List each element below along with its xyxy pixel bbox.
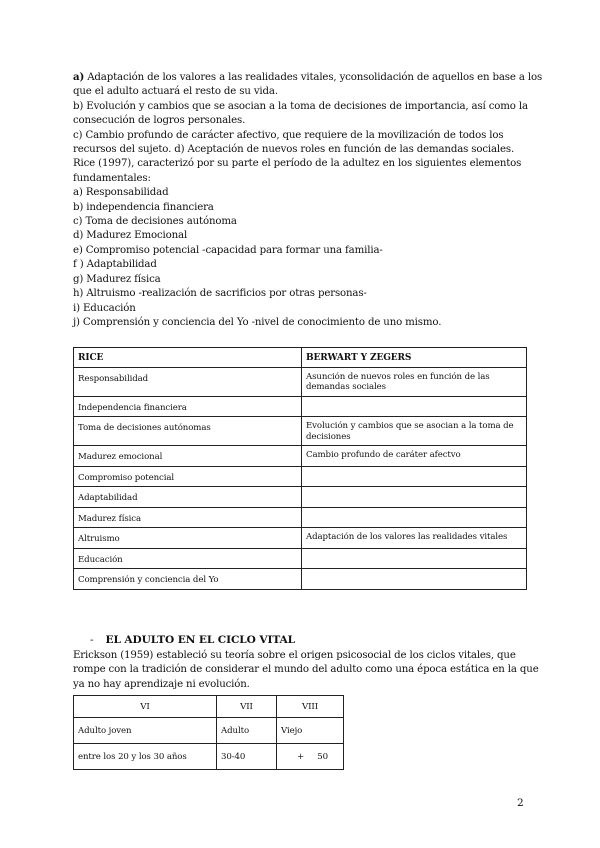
table-cell: Madurez emocional	[74, 446, 302, 467]
table-cell: Toma de decisiones autónomas	[74, 417, 302, 446]
table-cell: Adulto joven	[74, 718, 217, 744]
table-row	[74, 548, 527, 569]
section-title: EL ADULTO EN EL CICLO VITAL	[105, 634, 296, 646]
table-row	[74, 744, 344, 770]
intro-c-2: recursos del sujeto. d) Aceptación de nuevos roles en función de las demandas sociales.	[73, 144, 515, 156]
table-cell: Independencia financiera	[74, 396, 302, 417]
list-item: a) Responsabilidad	[73, 187, 169, 199]
table-cell: Viejo	[277, 718, 344, 744]
table-cell	[302, 548, 527, 569]
label-a: a)	[73, 71, 85, 83]
intro-rice-1: Rice (1997), caracterizó por su parte el período de la adultez en los siguientes elementos	[73, 158, 522, 170]
table-cell: Madurez física	[74, 507, 302, 528]
table-cell: Cambio profundo de caráter afectvo	[302, 446, 527, 467]
table-row	[74, 569, 527, 590]
table-cell: Asunción de nuevos roles en función de las demandas sociales	[302, 367, 527, 396]
header-vi: VI	[74, 696, 217, 718]
table-cell: 30-40	[217, 744, 277, 770]
header-viii: VIII	[277, 696, 344, 718]
list-item: i) Educación	[73, 302, 136, 314]
table-cell: Adaptabilidad	[74, 487, 302, 508]
table-cell: + 50	[277, 744, 344, 770]
table-header-row	[74, 348, 527, 368]
list-item: e) Compromiso potencial -capacidad para formar una familia-	[73, 244, 383, 256]
table-row	[74, 718, 344, 744]
list-item: g) Madurez física	[73, 273, 161, 285]
intro-b-1: b) Evolución y cambios que se asocian a la toma de decisiones de importancia, así como la	[73, 100, 528, 112]
section-paragraph	[73, 649, 539, 692]
table-row	[74, 466, 527, 487]
list-item: d) Madurez Emocional	[73, 230, 188, 242]
table-cell: Educación	[74, 548, 302, 569]
table-row	[74, 507, 527, 528]
table-header-row	[74, 696, 344, 718]
table-cell: Comprensión y conciencia del Yo	[74, 569, 302, 590]
list-item: h) Altruismo -realización de sacrificios por otras personas-	[73, 288, 367, 300]
table-row	[74, 417, 527, 446]
list-item: c) Toma de decisiones autónoma	[73, 216, 237, 228]
paragraph-line: ya no hay aprendizaje ni evolución.	[73, 678, 250, 690]
table-cell: Responsabilidad	[74, 367, 302, 396]
intro-a-text-2: que el adulto actuará el resto de su vida.	[73, 86, 278, 98]
bullet-dash: -	[90, 634, 94, 646]
paragraph-line: Erickson (1959) estableció su teoría sobre el origen psicosocial de los ciclos vitales, que	[73, 650, 516, 661]
intro-text	[73, 70, 543, 330]
intro-b-2: consecución de logros personales.	[73, 115, 246, 127]
intro-c-1: c) Cambio profundo de carácter afectivo, que requiere de la movilización de todos los	[73, 129, 504, 141]
list-item: j) Comprensión y conciencia del Yo -nivel de conocimiento de uno mismo.	[73, 316, 442, 328]
table-row	[74, 487, 527, 508]
table-row	[74, 528, 527, 549]
table-row	[74, 446, 527, 467]
life-cycle-table	[73, 695, 344, 770]
page-number: 2	[517, 797, 524, 809]
table-cell	[302, 487, 527, 508]
intro-line-a	[73, 70, 543, 85]
table-cell: Evolución y cambios que se asocian a la toma de decisiones	[302, 417, 527, 446]
table-row	[74, 367, 527, 396]
table-cell	[302, 569, 527, 590]
table-cell: Compromiso potencial	[74, 466, 302, 487]
rice-berwart-table	[73, 347, 527, 590]
table-row	[74, 396, 527, 417]
table-cell	[302, 396, 527, 417]
list-item: f ) Adaptabilidad	[73, 259, 157, 271]
table-cell: Adulto	[217, 718, 277, 744]
table-cell	[302, 507, 527, 528]
table-cell: Altruismo	[74, 528, 302, 549]
header-rice: RICE	[74, 348, 302, 368]
intro-rice-2: fundamentales:	[73, 172, 151, 184]
list-item: b) independencia financiera	[73, 201, 214, 213]
header-berwart: BERWART Y ZEGERS	[302, 348, 527, 368]
table-cell	[302, 466, 527, 487]
header-vii: VII	[217, 696, 277, 718]
table-cell: entre los 20 y los 30 años	[74, 744, 217, 770]
intro-a-text: Adaptación de los valores a las realidades vitales, yconsolidación de aquellos en base a los	[84, 72, 543, 83]
paragraph-line: rompe con la tradición de considerar el mundo del adulto como una época estática en la que	[73, 664, 539, 676]
section-heading	[90, 634, 295, 646]
table-cell: Adaptación de los valores las realidades vitales	[302, 528, 527, 549]
